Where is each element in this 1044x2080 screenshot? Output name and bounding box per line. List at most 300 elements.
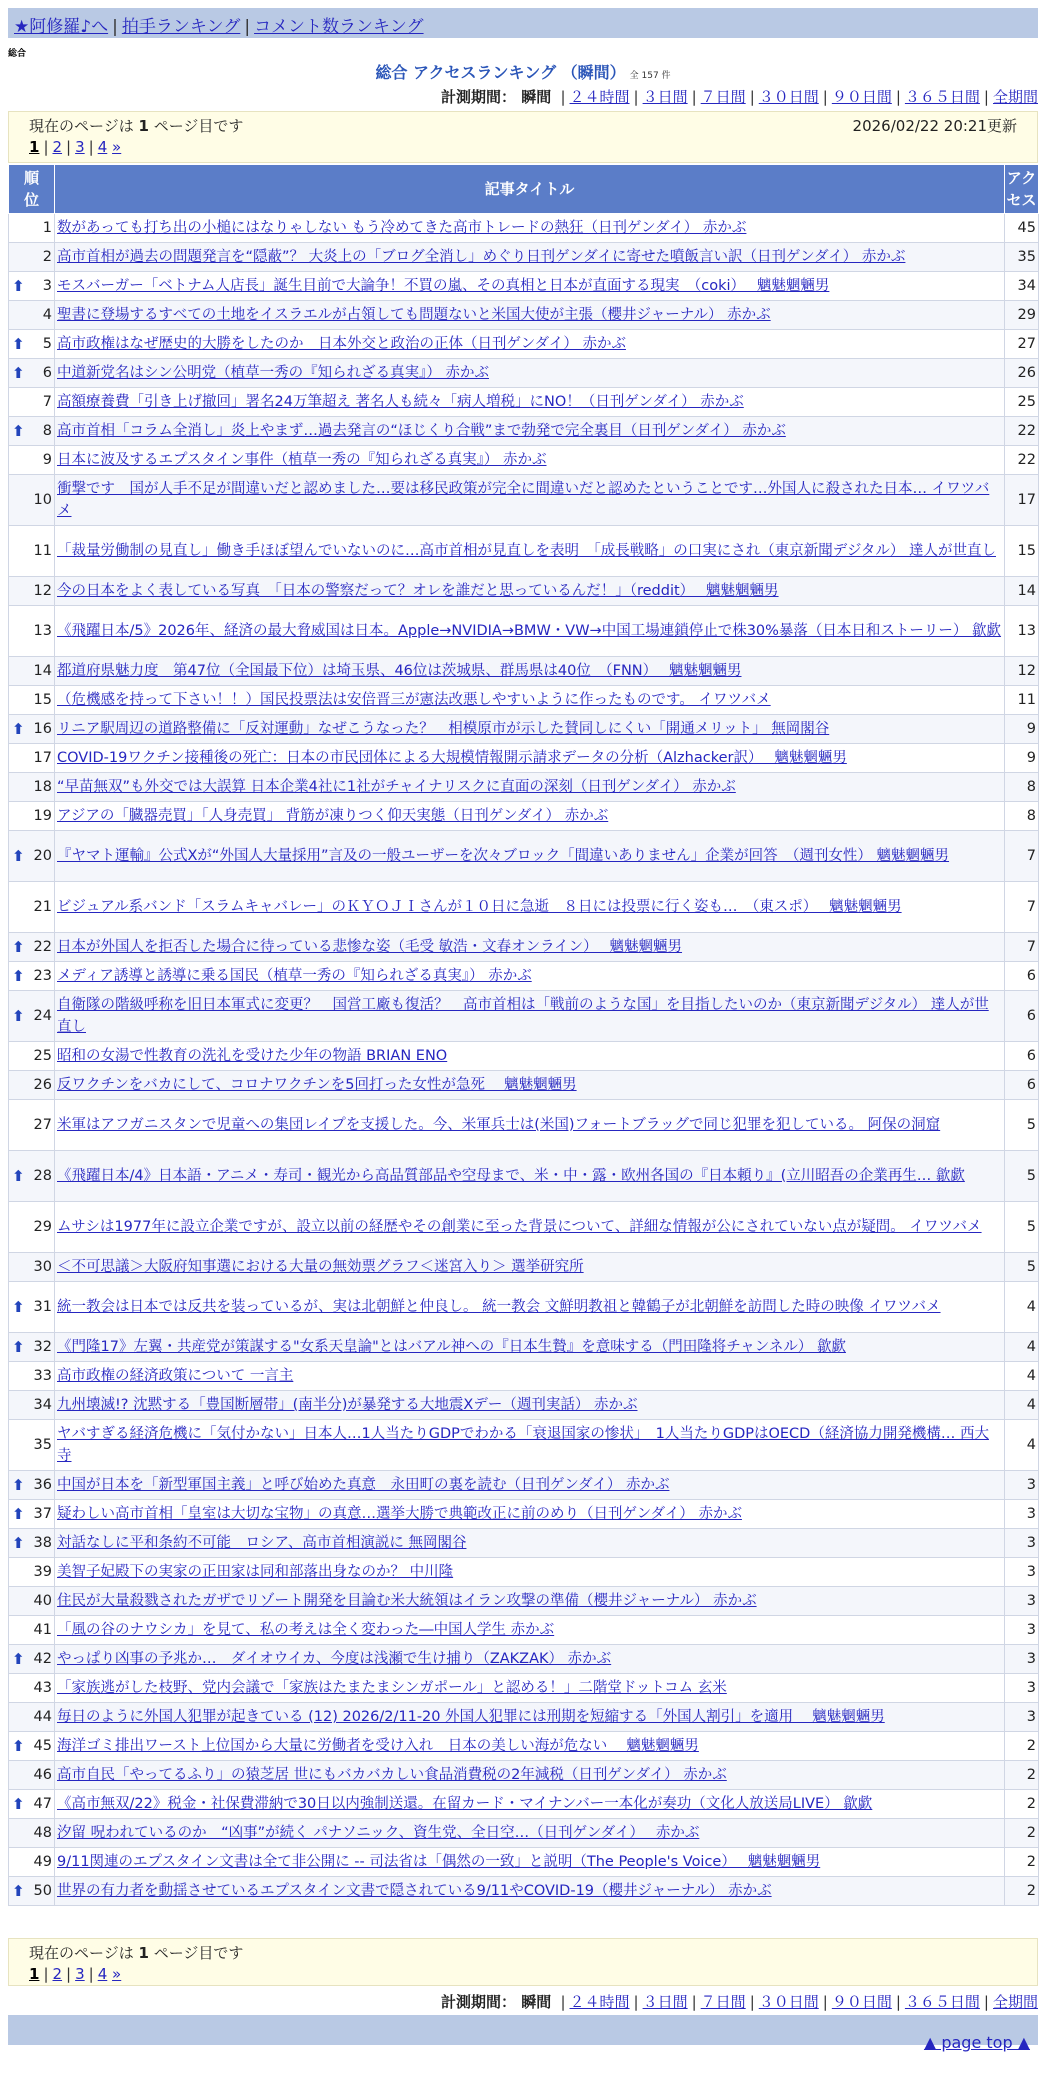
table-row	[9, 1587, 1039, 1616]
rank-up-arrow-icon: ⬆	[12, 1534, 25, 1552]
article-link[interactable]: 昭和の女湯で性教育の洗礼を受けた少年の物語 BRIAN ENO	[57, 1048, 448, 1064]
rank-number: 27	[33, 1117, 52, 1133]
header-rank: 順位	[9, 165, 55, 214]
title-cell	[55, 686, 1005, 715]
rank-number: 18	[33, 779, 52, 795]
rank-cell	[9, 1151, 55, 1202]
access-count: 3	[1005, 1529, 1039, 1558]
article-link[interactable]: 数があっても打ち出の小槌にはなりゃしない もう冷めてきた高市トレードの熱狂（日刊ゲンダイ） 赤かぶ	[57, 220, 747, 236]
title-cell	[55, 243, 1005, 272]
article-link[interactable]: 米軍はアフガニスタンで児童への集団レイプを支援した。今、米軍兵士は(米国)フォートブラッグで同じ犯罪を犯している。 阿保の洞窟	[57, 1117, 941, 1133]
title-cell	[55, 1790, 1005, 1819]
rank-cell	[9, 1100, 55, 1151]
article-link[interactable]: COVID-19ワクチン接種後の死亡：日本の市民団体による大規模情報開示請求データの分析（Alzhacker訳） 魑魅魍魎男	[57, 750, 847, 766]
page-link-3[interactable]: 3	[75, 1965, 85, 1983]
article-link[interactable]: 疑わしい高市首相「皇室は大切な宝物」の真意…選挙大勝で典範改正に前のめり（日刊ゲンダイ） 赤かぶ	[57, 1506, 742, 1522]
title-cell	[55, 991, 1005, 1042]
rank-up-arrow-icon: ⬆	[12, 967, 25, 985]
table-row	[9, 1471, 1039, 1500]
top-nav-bar	[8, 8, 1038, 38]
rank-number: 35	[33, 1437, 52, 1453]
article-link[interactable]: ＜不可思議＞大阪府知事選における大量の無効票グラフ＜迷宮入り＞ 選挙研究所	[57, 1259, 584, 1275]
title-cell	[55, 1819, 1005, 1848]
period-separator: |	[633, 88, 639, 106]
article-link[interactable]: 世界の有力者を動揺させているエプスタイン文書で隠されている9/11やCOVID-19（櫻井ジャーナル） 赤かぶ	[57, 1883, 772, 1899]
rank-number: 34	[33, 1397, 52, 1413]
page-link-current: 1	[29, 1965, 40, 1983]
rank-number: 24	[33, 1008, 52, 1024]
rank-number: 42	[33, 1651, 52, 1667]
period-option-3[interactable]: ３０日間	[758, 88, 819, 106]
table-row	[9, 388, 1039, 417]
article-link[interactable]: 毎日のように外国人犯罪が起きている (12) 2026/2/11-20 外国人犯罪には刑期を短縮する「外国人割引」を適用 魑魅魍魎男	[57, 1709, 885, 1725]
rank-cell	[9, 657, 55, 686]
title-cell	[55, 657, 1005, 686]
article-link[interactable]: 中国が日本を「新型軍国主義」と呼び始めた真意 永田町の裏を読む（日刊ゲンダイ） 赤かぶ	[57, 1477, 670, 1493]
rank-number: 13	[33, 623, 52, 639]
table-row	[9, 526, 1039, 577]
article-link[interactable]: 《飛躍日本/5》2026年、経済の最大脅威国は日本。Apple→NVIDIA→BMW・VW→中国工場連鎖停止で株30%暴落（日本日和ストーリー） 歙歔	[57, 623, 1002, 639]
rank-number: 28	[33, 1168, 52, 1184]
title-cell	[55, 1645, 1005, 1674]
rank-cell	[9, 243, 55, 272]
article-link[interactable]: 高市政権はなぜ歴史的大勝をしたのか 日本外交と政治の正体（日刊ゲンダイ） 赤かぶ	[57, 336, 626, 352]
period-separator: |	[895, 88, 901, 106]
title-cell	[55, 301, 1005, 330]
rank-number: 9	[42, 452, 52, 468]
title-cell	[55, 1333, 1005, 1362]
table-row	[9, 214, 1039, 243]
rank-number: 19	[33, 808, 52, 824]
title-cell	[55, 606, 1005, 657]
table-row	[9, 1616, 1039, 1645]
ranking-count: 全 157 件	[629, 71, 671, 81]
title-cell	[55, 1529, 1005, 1558]
rank-number: 48	[33, 1825, 52, 1841]
table-row	[9, 1848, 1039, 1877]
article-link[interactable]: アジアの「臓器売買」「人身売買」 背筋が凍りつく仰天実態（日刊ゲンダイ） 赤かぶ	[57, 808, 609, 824]
rank-cell	[9, 1616, 55, 1645]
access-count: 2	[1005, 1877, 1039, 1906]
article-link[interactable]: 高市政権の経済政策について 一言主	[57, 1368, 294, 1384]
table-row	[9, 1790, 1039, 1819]
rank-up-arrow-icon: ⬆	[12, 364, 25, 382]
rank-up-arrow-icon: ⬆	[12, 1476, 25, 1494]
title-cell	[55, 214, 1005, 243]
article-link[interactable]: ムサシは1977年に設立企業ですが、設立以前の経歴やその創業に至った背景について、詳細な情報が公にされていない点が疑問。 イワツバメ	[57, 1219, 982, 1235]
article-link[interactable]: （危機感を持って下さい！！）国民投票法は安倍晋三が憲法改悪しやすいように作ったものです。 イワツバメ	[57, 692, 771, 708]
title-cell	[55, 272, 1005, 301]
rank-up-arrow-icon: ⬆	[12, 1650, 25, 1668]
rank-cell	[9, 1333, 55, 1362]
table-row	[9, 744, 1039, 773]
access-count: 27	[1005, 330, 1039, 359]
rank-number: 44	[33, 1709, 52, 1725]
period-option-5[interactable]: ３６５日間	[904, 1993, 980, 2011]
title-cell	[55, 715, 1005, 744]
rank-cell	[9, 1877, 55, 1906]
article-link[interactable]: ヤバすぎる経済危機に「気付かない」日本人…1人当たりGDPでわかる「衰退国家の惨状」 1人当たりGDPはOECD（経済協力開発機構… 西大寺	[57, 1426, 989, 1464]
rank-up-arrow-icon: ⬆	[12, 1338, 25, 1356]
period-label: 計測期間：	[440, 1993, 516, 2011]
access-count: 4	[1005, 1362, 1039, 1391]
rank-number: 22	[33, 939, 52, 955]
article-link[interactable]: モスバーガー「ベトナム人店長」誕生目前で大論争！不買の嵐、その真相と日本が直面する現実 （coki） 魑魅魍魎男	[57, 278, 830, 294]
access-count: 22	[1005, 417, 1039, 446]
rank-cell	[9, 1761, 55, 1790]
access-count: 14	[1005, 577, 1039, 606]
header-access: アクセス	[1005, 165, 1039, 214]
period-selector-bottom	[8, 1991, 1038, 2012]
period-option-6[interactable]: 全期間	[992, 88, 1038, 106]
rank-number: 4	[42, 307, 52, 323]
table-row	[9, 657, 1039, 686]
access-count: 6	[1005, 962, 1039, 991]
access-count: 3	[1005, 1703, 1039, 1732]
rank-number: 15	[33, 692, 52, 708]
rank-cell	[9, 686, 55, 715]
period-current: 瞬間	[516, 88, 557, 106]
page-link-4[interactable]: 4	[97, 138, 108, 156]
title-cell	[55, 1848, 1005, 1877]
rank-cell	[9, 1819, 55, 1848]
table-row	[9, 715, 1039, 744]
table-row	[9, 773, 1039, 802]
page-top-link[interactable]: ▲ page top ▲	[923, 2033, 1030, 2052]
current-page-number: 1	[138, 117, 149, 135]
table-row	[9, 882, 1039, 933]
access-count: 8	[1005, 773, 1039, 802]
period-option-3[interactable]: ３０日間	[758, 1993, 819, 2011]
comment-ranking-link[interactable]: コメント数ランキング	[254, 17, 424, 37]
article-link[interactable]: 高市自民「やってるふり」の猿芝居 世にもバカバカしい食品消費税の2年減税（日刊ゲンダイ） 赤かぶ	[57, 1767, 727, 1783]
table-row	[9, 1529, 1039, 1558]
rank-cell	[9, 744, 55, 773]
title-cell	[55, 1703, 1005, 1732]
table-row	[9, 1042, 1039, 1071]
article-link[interactable]: 聖書に登場するすべての土地をイスラエルが占領しても問題ないと米国大使が主張（櫻井ジャーナル） 赤かぶ	[57, 307, 771, 323]
period-separator: |	[749, 1993, 755, 2011]
next-page-link[interactable]: »	[112, 1965, 122, 1983]
rank-number: 16	[33, 721, 52, 737]
title-cell	[55, 1253, 1005, 1282]
title-cell	[55, 388, 1005, 417]
rank-number: 11	[33, 543, 52, 559]
table-row	[9, 933, 1039, 962]
article-link[interactable]: 美智子妃殿下の実家の正田家は同和部落出身なのか？ 中川隆	[57, 1564, 454, 1580]
rank-number: 3	[42, 278, 52, 294]
access-count: 2	[1005, 1819, 1039, 1848]
article-link[interactable]: 統一教会は日本では反共を装っているが、実は北朝鮮と仲良し。 統一教会 文鮮明教祖と韓鶴子が北朝鮮を訪問した時の映像 イワツバメ	[57, 1299, 941, 1315]
rank-number: 26	[33, 1077, 52, 1093]
ranking-table	[8, 164, 1039, 1906]
title-cell	[55, 1362, 1005, 1391]
rank-up-arrow-icon: ⬆	[12, 1737, 25, 1755]
rank-up-arrow-icon: ⬆	[12, 720, 25, 738]
title-cell	[55, 831, 1005, 882]
title-cell	[55, 330, 1005, 359]
article-link[interactable]: ビジュアル系バンド「スラムキャバレー」のＫＹＯＪＩさんが１０日に急逝 ８日には投票に行く姿も… （東スポ） 魑魅魍魎男	[57, 899, 902, 915]
rank-number: 21	[33, 899, 52, 915]
rank-up-arrow-icon: ⬆	[12, 1298, 25, 1316]
article-link[interactable]: 汐留 呪われているのか “凶事”が続く パナソニック、資生党、全日空…（日刊ゲンダイ） 赤かぶ	[57, 1825, 700, 1841]
rank-number: 36	[33, 1477, 52, 1493]
article-link[interactable]: 海洋ゴミ排出ワースト上位国から大量に労働者を受け入れ 日本の美しい海が危ない 魑魅魍魎男	[57, 1738, 699, 1754]
page-link-2[interactable]: 2	[52, 1965, 63, 1983]
article-link[interactable]: 九州壊滅!? 沈黙する「豊国断層帯」(南半分)が暴発する大地震Xデー（週刊実話） 赤かぶ	[57, 1397, 638, 1413]
table-row	[9, 991, 1039, 1042]
rank-cell	[9, 1253, 55, 1282]
article-link[interactable]: 「裁量労働制の見直し」働き手ほぼ望んでいないのに…高市首相が見直しを表明 「成長戦略」の口実にされ（東京新聞デジタル） 達人が世直し	[57, 543, 996, 559]
period-separator: |	[633, 1993, 639, 2011]
table-row	[9, 606, 1039, 657]
rank-cell	[9, 330, 55, 359]
title-cell	[55, 446, 1005, 475]
table-row	[9, 1333, 1039, 1362]
title-cell	[55, 475, 1005, 526]
rank-cell	[9, 1703, 55, 1732]
rank-cell	[9, 417, 55, 446]
access-count: 26	[1005, 359, 1039, 388]
title-cell	[55, 359, 1005, 388]
table-row	[9, 1391, 1039, 1420]
access-count: 3	[1005, 1558, 1039, 1587]
rank-cell	[9, 388, 55, 417]
article-link[interactable]: 住民が大量殺戮されたガザでリゾート開発を目論む米大統領はイラン攻撃の準備（櫻井ジャーナル） 赤かぶ	[57, 1593, 757, 1609]
period-option-6[interactable]: 全期間	[992, 1993, 1038, 2011]
table-row	[9, 446, 1039, 475]
access-count: 22	[1005, 446, 1039, 475]
page-links	[29, 1965, 1017, 1983]
access-count: 5	[1005, 1100, 1039, 1151]
rank-number: 25	[33, 1048, 52, 1064]
article-link[interactable]: “早苗無双”も外交では大誤算 日本企業4社に1社がチャイナリスクに直面の深刻（日刊ゲンダイ） 赤かぶ	[57, 779, 736, 795]
pager-top	[8, 111, 1038, 163]
page-link-2[interactable]: 2	[52, 138, 63, 156]
title-cell	[55, 1558, 1005, 1587]
rank-cell	[9, 214, 55, 243]
period-option-1[interactable]: ３日間	[642, 88, 688, 106]
table-row	[9, 962, 1039, 991]
period-separator: |	[822, 1993, 828, 2011]
rank-number: 33	[33, 1368, 52, 1384]
article-link[interactable]: 都道府県魅力度 第47位（全国最下位）は埼玉県、46位は茨城県、群馬県は40位 （FNN） 魑魅魍魎男	[57, 663, 742, 679]
period-separator: |	[895, 1993, 901, 2011]
rank-cell	[9, 1471, 55, 1500]
period-separator: |	[983, 1993, 989, 2011]
rank-cell	[9, 1558, 55, 1587]
table-row	[9, 1500, 1039, 1529]
rank-cell	[9, 882, 55, 933]
rank-number: 40	[33, 1593, 52, 1609]
article-link[interactable]: 高市首相「コラム全消し」炎上やまず…過去発言の“ほじくり合戦”まで勃発で完全裏目（日刊ゲンダイ） 赤かぶ	[57, 423, 786, 439]
article-link[interactable]: 『ヤマト運輸』公式Xが“外国人大量採用”言及の一般ユーザーを次々ブロック「間違いありません」企業が回答 （週刊女性） 魑魅魍魎男	[57, 848, 950, 864]
rank-cell	[9, 1202, 55, 1253]
table-row	[9, 1420, 1039, 1471]
title-cell	[55, 1071, 1005, 1100]
period-option-5[interactable]: ３６５日間	[904, 88, 980, 106]
rank-number: 8	[42, 423, 52, 439]
access-count: 7	[1005, 831, 1039, 882]
article-link[interactable]: 「風の谷のナウシカ」を見て、私の考えは全く変わった―中国人学生 赤かぶ	[57, 1622, 555, 1638]
page-link-4[interactable]: 4	[97, 1965, 108, 1983]
article-link[interactable]: 反ワクチンをバカにして、コロナワクチンを5回打った女性が急死 魑魅魍魎男	[57, 1077, 577, 1093]
rank-number: 12	[33, 583, 52, 599]
table-row	[9, 359, 1039, 388]
rank-number: 31	[33, 1299, 52, 1315]
access-count: 2	[1005, 1848, 1039, 1877]
article-link[interactable]: 日本が外国人を拒否した場合に待っている悲惨な姿（毛受 敏浩・文春オンライン） 魑魅魍魎男	[57, 939, 683, 955]
access-count: 17	[1005, 475, 1039, 526]
rank-cell	[9, 933, 55, 962]
table-row	[9, 1202, 1039, 1253]
rank-number: 49	[33, 1854, 52, 1870]
rank-cell	[9, 526, 55, 577]
period-current: 瞬間	[516, 1993, 557, 2011]
period-separator: |	[749, 88, 755, 106]
title-cell	[55, 1877, 1005, 1906]
rank-cell	[9, 1529, 55, 1558]
access-count: 12	[1005, 657, 1039, 686]
current-page-text: 現在のページは 1 ページ目です	[29, 117, 244, 135]
rank-up-arrow-icon: ⬆	[12, 277, 25, 295]
table-row	[9, 1071, 1039, 1100]
article-link[interactable]: メディア誘導と誘導に乗る国民（植草一秀の『知られざる真実』） 赤かぶ	[57, 968, 532, 984]
rank-up-arrow-icon: ⬆	[12, 1505, 25, 1523]
period-option-4[interactable]: ９０日間	[831, 1993, 892, 2011]
article-link[interactable]: 9/11関連のエプスタイン文書は全て非公開に -- 司法省は「偶然の一致」と説明（The People's Voice） 魑魅魍魎男	[57, 1854, 821, 1870]
period-selector-top	[8, 86, 1038, 107]
next-page-link[interactable]: »	[112, 138, 122, 156]
title-cell	[55, 933, 1005, 962]
rank-number: 29	[33, 1219, 52, 1235]
period-option-2[interactable]: ７日間	[700, 1993, 746, 2011]
article-link[interactable]: 今の日本をよく表している写真 「日本の警察だって？オレを誰だと思っているんだ！」（reddit） 魑魅魍魎男	[57, 583, 779, 599]
access-count: 4	[1005, 1391, 1039, 1420]
rank-number: 46	[33, 1767, 52, 1783]
page-separator: |	[66, 1965, 72, 1983]
access-count: 25	[1005, 388, 1039, 417]
updated-timestamp: 2026/02/22 20:21更新	[852, 117, 1017, 135]
access-count: 29	[1005, 301, 1039, 330]
article-link[interactable]: 対話なしに平和条約不可能 ロシア、高市首相演説に 無岡閣谷	[57, 1535, 467, 1551]
access-count: 2	[1005, 1761, 1039, 1790]
rank-up-arrow-icon: ⬆	[12, 1882, 25, 1900]
rank-cell	[9, 1645, 55, 1674]
table-row	[9, 1674, 1039, 1703]
rank-number: 14	[33, 663, 52, 679]
article-link[interactable]: 中道新党名はシン公明党（植草一秀の『知られざる真実』） 赤かぶ	[57, 365, 489, 381]
table-row	[9, 301, 1039, 330]
table-row	[9, 1819, 1039, 1848]
page-link-3[interactable]: 3	[75, 138, 85, 156]
access-count: 3	[1005, 1471, 1039, 1500]
rank-cell	[9, 1848, 55, 1877]
table-row	[9, 686, 1039, 715]
table-row	[9, 272, 1039, 301]
access-count: 3	[1005, 1674, 1039, 1703]
table-row	[9, 1645, 1039, 1674]
title-cell	[55, 1732, 1005, 1761]
table-row	[9, 1761, 1039, 1790]
period-option-0[interactable]: ２４時間	[569, 88, 630, 106]
rank-cell	[9, 962, 55, 991]
rank-cell	[9, 301, 55, 330]
rank-up-arrow-icon: ⬆	[12, 422, 25, 440]
article-link[interactable]: 《門隆17》左翼・共産党が策謀する"女系天皇論"とはバアル神への『日本生贄』を意味する（門田隆将チャンネル） 歙歔	[57, 1339, 846, 1355]
table-row	[9, 1253, 1039, 1282]
page-link-current: 1	[29, 138, 40, 156]
rank-cell	[9, 773, 55, 802]
title-cell	[55, 1420, 1005, 1471]
article-link[interactable]: 《高市無双/22》税金・社保費滞納で30日以内強制送還。在留カード・マイナンバー一本化が奏功（文化人放送局LIVE） 歙歔	[57, 1796, 873, 1812]
title-cell	[55, 1391, 1005, 1420]
period-separator: |	[560, 1993, 566, 2011]
rank-up-arrow-icon: ⬆	[12, 1167, 25, 1185]
rank-number: 32	[33, 1339, 52, 1355]
rank-cell	[9, 1391, 55, 1420]
table-row	[9, 1877, 1039, 1906]
footer-bar	[8, 2015, 1038, 2045]
access-count: 3	[1005, 1587, 1039, 1616]
period-option-4[interactable]: ９０日間	[831, 88, 892, 106]
table-row	[9, 1151, 1039, 1202]
rank-number: 30	[33, 1259, 52, 1275]
article-link[interactable]: リニア駅周辺の道路整備に「反対運動」なぜこうなった？ 相模原市が示した賛同しにくい「開通メリット」 無岡閣谷	[57, 721, 830, 737]
table-row	[9, 1282, 1039, 1333]
title-cell	[55, 744, 1005, 773]
article-link[interactable]: 自衛隊の階級呼称を旧日本軍式に変更？ 国営工廠も復活？ 高市首相は「戦前のような国」を目指したいのか（東京新聞デジタル） 達人が世直し	[57, 997, 989, 1035]
period-option-2[interactable]: ７日間	[700, 88, 746, 106]
table-row	[9, 1703, 1039, 1732]
table-row	[9, 802, 1039, 831]
table-row	[9, 1362, 1039, 1391]
site-home-link[interactable]: ★阿修羅♪へ	[14, 17, 109, 37]
period-option-1[interactable]: ３日間	[642, 1993, 688, 2011]
rank-up-arrow-icon: ⬆	[12, 938, 25, 956]
article-link[interactable]: 衝撃です 国が人手不足が間違いだと認めました…要は移民政策が完全に間違いだと認めたということです…外国人に殺された日本… イワツバメ	[57, 481, 990, 519]
table-row	[9, 330, 1039, 359]
period-separator: |	[691, 1993, 697, 2011]
rank-number: 41	[33, 1622, 52, 1638]
rank-cell	[9, 475, 55, 526]
access-count: 5	[1005, 1253, 1039, 1282]
clap-ranking-link[interactable]: 拍手ランキング	[121, 17, 241, 37]
access-count: 5	[1005, 1202, 1039, 1253]
article-link[interactable]: やっぱり凶事の予兆か… ダイオウイカ、今度は浅瀬で生け捕り（ZAKZAK） 赤かぶ	[57, 1651, 612, 1667]
rank-cell	[9, 1362, 55, 1391]
article-link[interactable]: 高額療養費「引き上げ撤回」署名24万筆超え 著名人も続々「病人増税」にNO！（日刊ゲンダイ） 赤かぶ	[57, 394, 744, 410]
title-cell	[55, 802, 1005, 831]
page-links	[29, 138, 1017, 156]
access-count: 45	[1005, 214, 1039, 243]
table-row	[9, 1100, 1039, 1151]
article-link[interactable]: 「家族逃がした枝野、党内会議で「家族はたまたまシンガポール」と認める！」二階堂ドットコム 玄米	[57, 1680, 727, 1696]
page-separator: |	[88, 1965, 94, 1983]
ranking-title-row	[8, 60, 1038, 83]
page-separator: |	[88, 138, 94, 156]
period-option-0[interactable]: ２４時間	[569, 1993, 630, 2011]
rank-number: 45	[33, 1738, 52, 1754]
article-link[interactable]: 《飛躍日本/4》日本語・アニメ・寿司・観光から高品質部品や空母まで、米・中・露・欧州各国の『日本頼り』(立川昭吾の企業再生… 歙歔	[57, 1168, 965, 1184]
rank-number: 2	[42, 249, 52, 265]
article-link[interactable]: 日本に波及するエプスタイン事件（植草一秀の『知られざる真実』） 赤かぶ	[57, 452, 547, 468]
article-link[interactable]: 高市首相が過去の問題発言を“隠蔽”？ 大炎上の「ブログ全消し」めぐり日刊ゲンダイに寄せた噴飯言い訳（日刊ゲンダイ） 赤かぶ	[57, 249, 906, 265]
rank-cell	[9, 991, 55, 1042]
rank-cell	[9, 1500, 55, 1529]
rank-number: 17	[33, 750, 52, 766]
rank-up-arrow-icon: ⬆	[12, 1795, 25, 1813]
